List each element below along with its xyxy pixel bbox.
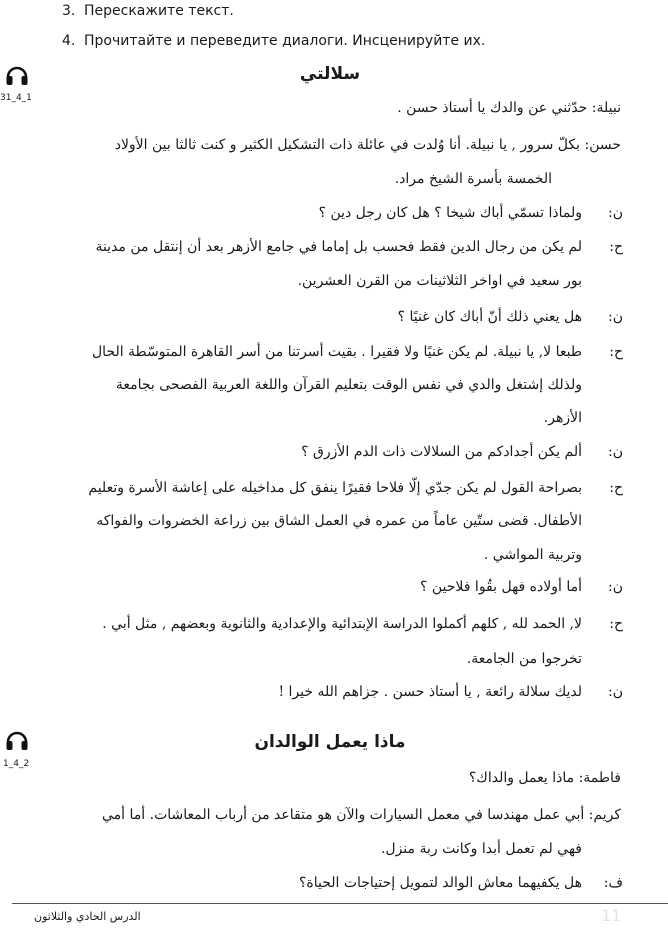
dialog-title: ماذا يعمل الوالدان (254, 732, 406, 752)
speaker-label: ن: (608, 684, 623, 700)
dialog-line: ألم يكن أجدادكم من السلالات ذات الدم الأزرق ؟ (301, 444, 582, 460)
dialog-line: فاطمة: ماذا يعمل والداك؟ (468, 770, 621, 786)
dialog-line: حسن: بكلّ سرور , يا نبيلة. أنا وُلدت في عائلة ذات التشكيل الكثير و كنت ثالثا بين الأولاد (114, 137, 621, 153)
dialog-line: طبعا لا, يا نبيلة. لم يكن غنيًا ولا فقيرا . بقيت أسرتنا من أسر القاهرة المتوسّطة الحال (91, 344, 582, 360)
task-list (62, 0, 485, 56)
dialog-line: لم يكن من رجال الدين فقط فحسب بل إماما في جامع الأزهر بعد أن إنتقل من مدينة (95, 239, 582, 255)
speaker-label: ن: (608, 205, 623, 221)
dialog-line: لديك سلالة رائعة , يا أستاذ حسن . جزاهم الله خيرا ! (278, 684, 582, 700)
dialog-line: ولماذا تسمّي أباك شيخا ؟ هل كان رجل دين ؟ (318, 205, 582, 221)
dialog-line: بور سعيد في اواخر الثلاثينات من القرن العشرين. (297, 273, 582, 289)
dialog-line: الخمسة بأسرة الشيخ مراد. (394, 171, 552, 187)
dialog-line: فهي لم تعمل أبدا وكانت ربة منزل. (380, 841, 582, 857)
dialog-line: الأزهر. (543, 410, 582, 426)
dialog-line: وتربية المواشي . (483, 547, 582, 563)
speaker-label: ن: (608, 579, 623, 595)
speaker-label: ن: (608, 309, 623, 325)
audio-code: 31_4_1 (0, 93, 32, 103)
dialog-line: تخرجوا من الجامعة. (466, 651, 582, 667)
dialog-line: كريم: أبي عمل مهندسا في معمل السيارات والآن هو متقاعد من أرباب المعاشات. أما أمي (102, 807, 621, 823)
speaker-label: ح: (609, 616, 623, 632)
dialog-line: لا, الحمد لله , كلهم أكملوا الدراسة الإبتدائية والإعدادية والثانوية وبعضهم , مثل أبي . (102, 616, 582, 632)
page-number: 11 (601, 906, 622, 925)
footer-lesson-title: الدرس الحادي والثلاثون (34, 910, 141, 923)
dialog-line: نبيلة: حدّثني عن والدك يا أستاذ حسن . (397, 100, 621, 116)
task-item: 4. Прочитайте и переведите диалоги. Инсценируйте их. (62, 33, 486, 49)
dialog-line: أما أولاده فهل بقُوا فلاحين ؟ (420, 579, 582, 595)
headphones-icon[interactable] (5, 64, 29, 86)
speaker-label: ن: (608, 444, 623, 460)
footer-divider (12, 903, 668, 904)
dialog-line: هل يكفيهما معاش الوالد لتمويل إحتياجات الحياة؟ (298, 875, 582, 891)
dialog-line: هل يعني ذلك أنّ أباك كان غنيًا ؟ (397, 309, 582, 325)
speaker-label: ح: (609, 344, 623, 360)
speaker-label: ف: (603, 875, 623, 891)
speaker-label: ح: (609, 239, 623, 255)
headphones-icon[interactable] (5, 729, 29, 751)
task-item: 3. Перескажите текст. (62, 3, 234, 19)
dialog-line: ولذلك إشتغل والدي في نفس الوقت بتعليم القرآن واللغة العربية الفصحى بجامعة (115, 377, 582, 393)
speaker-label: ح: (609, 480, 623, 496)
dialog-title: سلالتي (299, 64, 361, 84)
audio-code: 1_4_2 (3, 759, 30, 769)
dialog-line: بصراحة القول لم يكن جدّي إلّا فلاحا فقيرًا ينفق كل مداخيله على إعاشة الأسرة وتعليم (88, 480, 582, 496)
dialog-line: الأطفال. قضى ستّين عاماً من عمره في العمل الشاق بين زراعة الخضروات والفواكه (96, 513, 582, 529)
